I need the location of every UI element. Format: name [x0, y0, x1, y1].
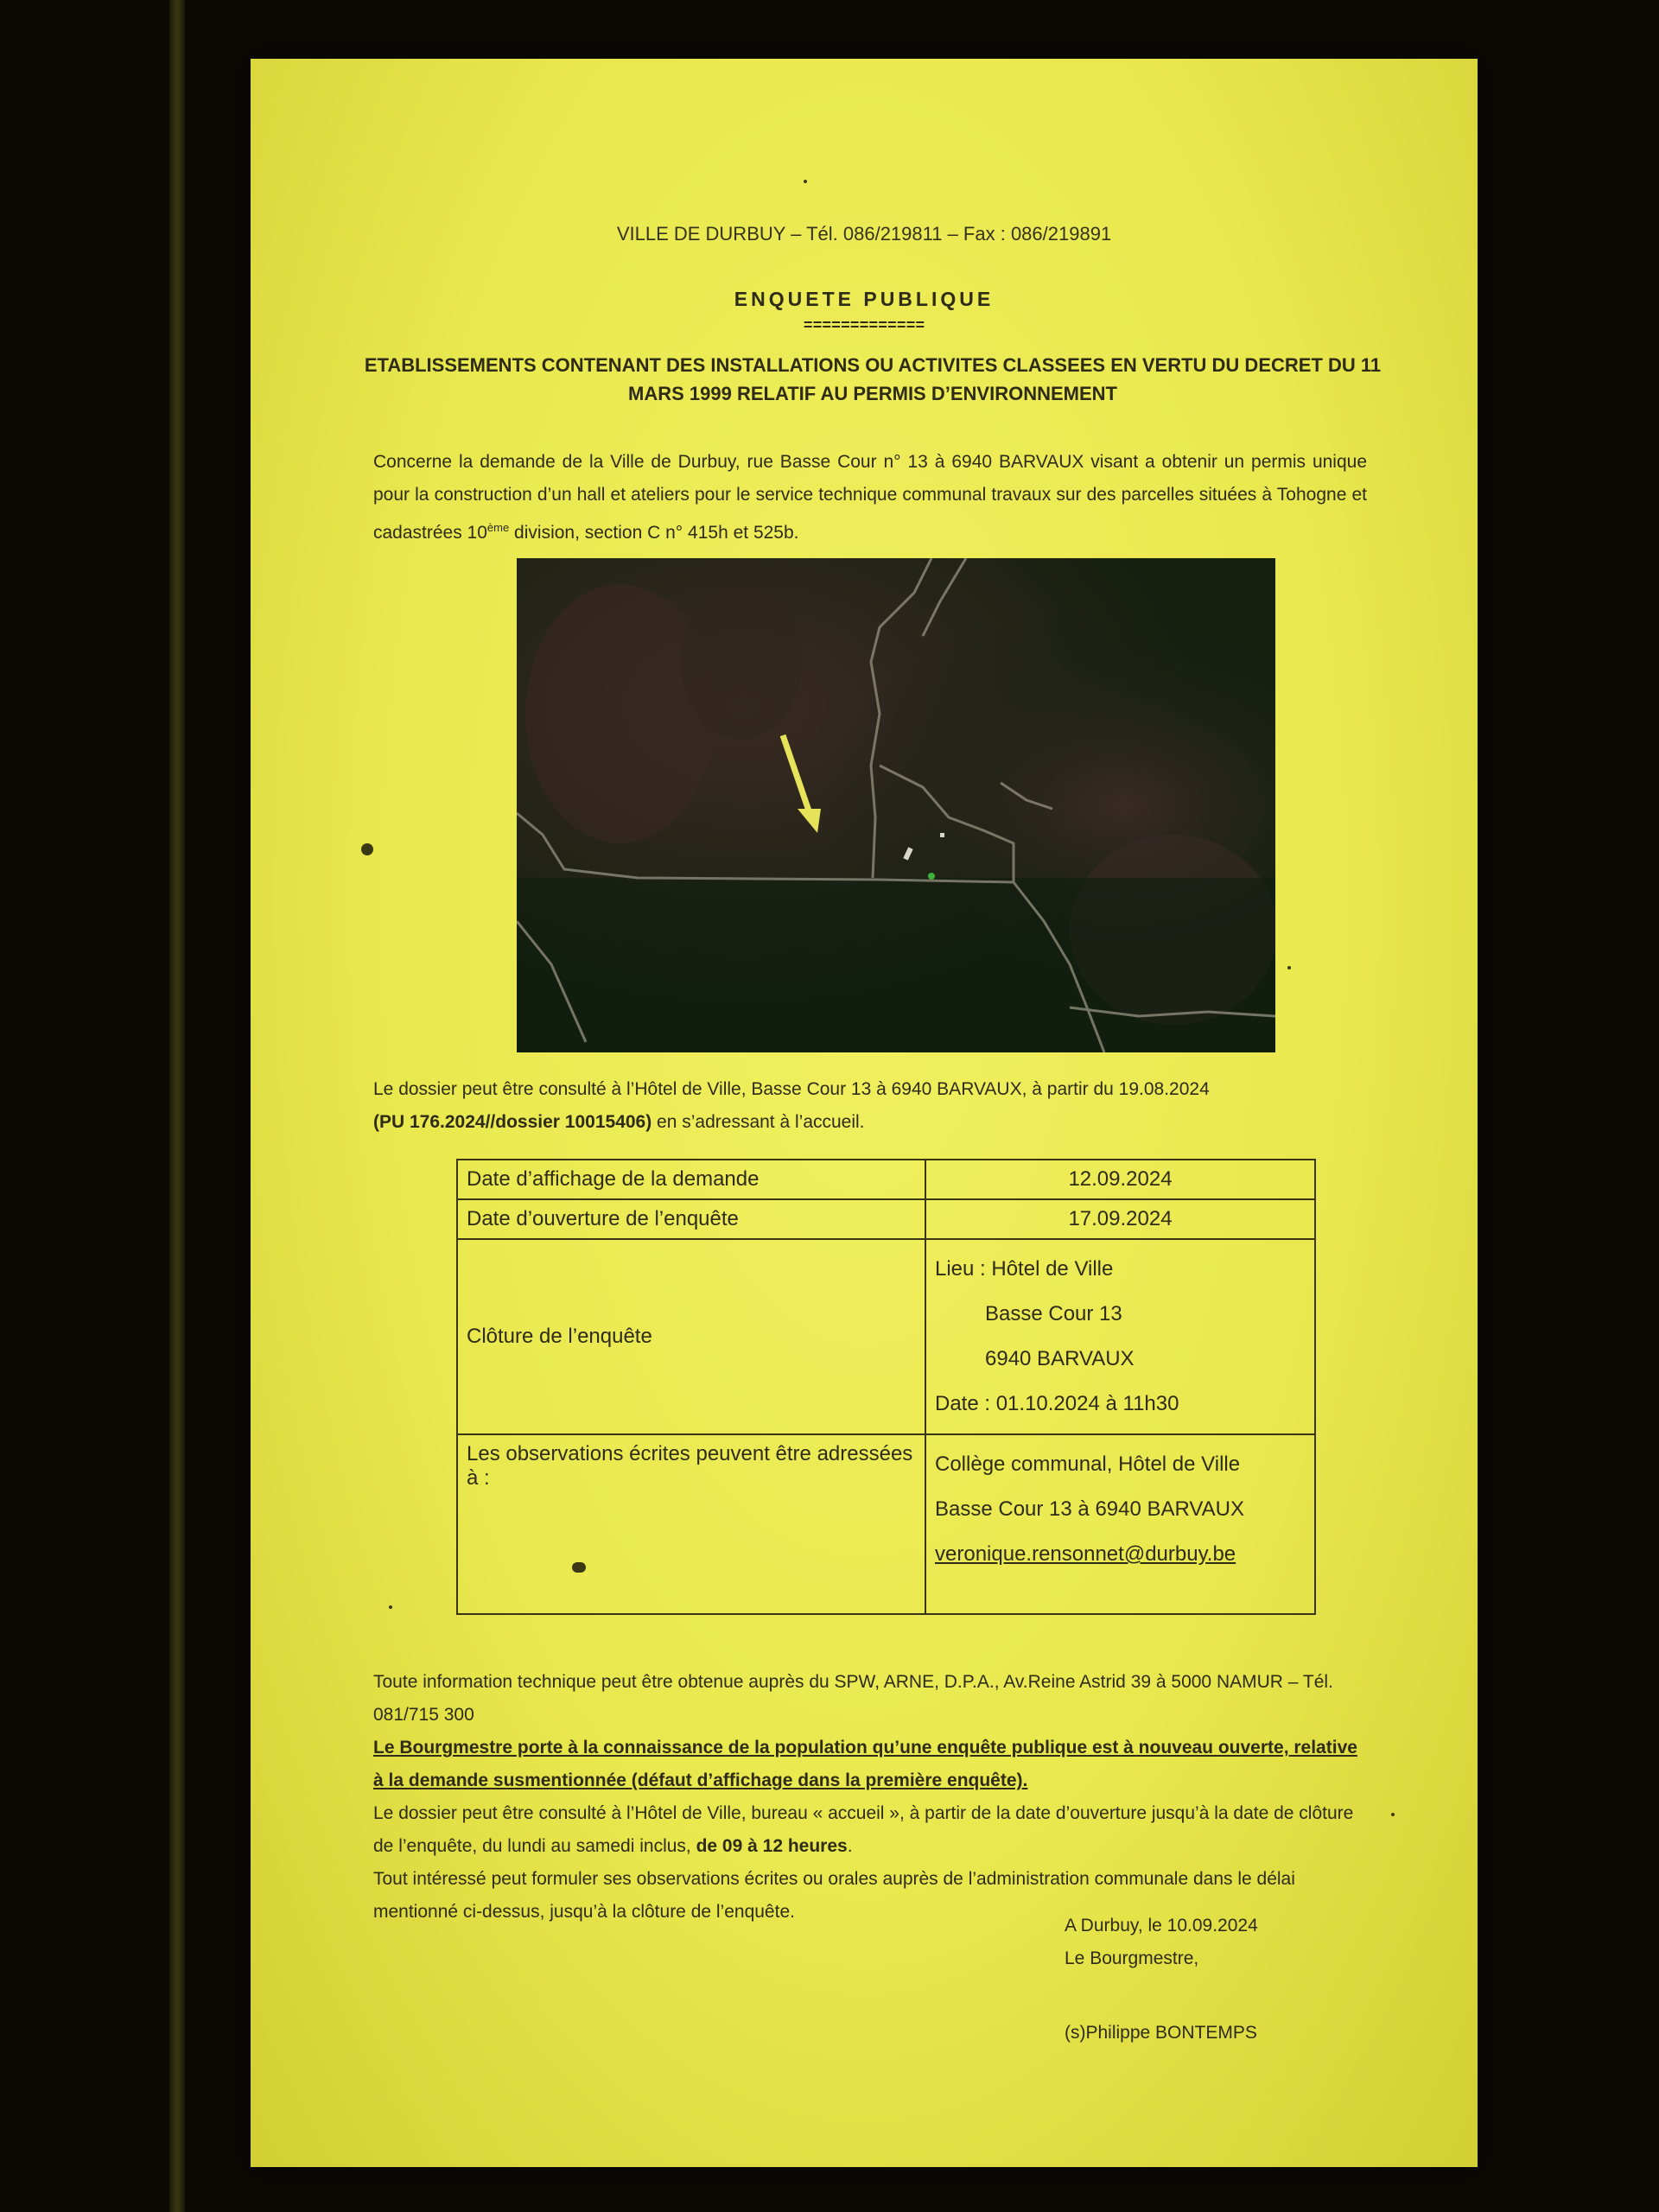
closing-information — [373, 1666, 1367, 1929]
table-row — [457, 1160, 1315, 1199]
superscript-ordinal: ème — [486, 521, 510, 534]
aerial-map-icon — [517, 558, 1275, 1052]
cloture-date: Date : 01.10.2024 à 11h30 — [935, 1392, 1179, 1415]
insect-speck — [572, 1562, 586, 1573]
dossier-reference: (PU 176.2024//dossier 10015406) — [373, 1112, 652, 1132]
dust-speck — [804, 180, 807, 183]
cloture-address-street: Basse Cour 13 — [985, 1302, 1122, 1325]
notice-poster — [251, 59, 1478, 2167]
consultation-hours: de 09 à 12 heures — [696, 1836, 848, 1856]
row-label-cloture: Clôture de l’enquête — [457, 1239, 925, 1434]
observations-text: Tout intéressé peut formuler ses observations écrites ou orales auprès de l’administration communale dans le délai mentionné ci-dessus, jusqu’à la clôture de l’enquête. — [373, 1869, 1295, 1922]
observations-address: Basse Cour 13 à 6940 BARVAUX — [935, 1497, 1244, 1521]
signature-role: Le Bourgmestre, — [1065, 1948, 1199, 1968]
technical-info-text: Toute information technique peut être obtenue auprès du SPW, ARNE, D.P.A., Av.Reine Astrid 39 à 5000 NAMUR – Tél. 081/715 300 — [373, 1672, 1333, 1725]
observations-email-link[interactable]: veronique.rensonnet@durbuy.be — [935, 1542, 1236, 1566]
aerial-map-image — [517, 558, 1275, 1052]
bourgmestre-announcement: Le Bourgmestre porte à la connaissance de la population qu’une enquête publique est à nouveau ouverte, relative à la demande susmentionnée (défaut d’affichage dans la première enquête). — [373, 1738, 1357, 1790]
table-row — [457, 1239, 1315, 1434]
signature-place-date: A Durbuy, le 10.09.2024 — [1065, 1916, 1258, 1936]
cloture-lieu: Lieu : Hôtel de Ville — [935, 1257, 1114, 1281]
row-label-ouverture: Date d’ouverture de l’enquête — [457, 1199, 925, 1239]
inquiry-dates-table — [456, 1159, 1316, 1615]
header-contact-line: VILLE DE DURBUY – Tél. 086/219811 – Fax : 086/219891 — [616, 223, 1112, 245]
row-value-observations — [925, 1434, 1315, 1614]
row-value-affichage: 12.09.2024 — [925, 1160, 1315, 1199]
table-row — [457, 1199, 1315, 1239]
row-value-ouverture: 17.09.2024 — [925, 1199, 1315, 1239]
observations-recipient: Collège communal, Hôtel de Ville — [935, 1452, 1241, 1476]
row-value-cloture — [925, 1239, 1315, 1434]
title-underline-rule: ============= — [803, 318, 925, 335]
signature-block — [1065, 1910, 1410, 1975]
row-label-affichage: Date d’affichage de la demande — [457, 1160, 925, 1199]
dust-speck — [1391, 1813, 1395, 1816]
dust-speck — [389, 1605, 392, 1609]
document-subtitle: ETABLISSEMENTS CONTENANT DES INSTALLATIONS OU ACTIVITES CLASSEES EN VERTU DU DECRET DU 11 MARS 1999 RELATIF AU PERMIS D’ENVIRONNEMENT — [364, 354, 1382, 404]
intro-paragraph: Concerne la demande de la Ville de Durbuy, rue Basse Cour n° 13 à 6940 BARVAUX visant a obtenir un permis unique pour la construction d’un hall et ateliers pour le service technique communal travaux sur des parcelles situées à Tohogne et cadastrées 10ème division, section C n° 415h et 525b. — [373, 452, 1367, 543]
consultation-text: Le dossier peut être consulté à l’Hôtel de Ville, bureau « accueil », à partir de la date d’ouverture jusqu’à la date de clôture de l’enquête, du lundi au samedi inclus, de 09 à 12 heures. — [373, 1803, 1354, 1856]
row-label-observations: Les observations écrites peuvent être adressées à : — [457, 1434, 925, 1614]
cloture-address-city: 6940 BARVAUX — [985, 1347, 1135, 1370]
table-row — [457, 1434, 1315, 1614]
display-frame-edge — [169, 0, 185, 2212]
insect-speck — [361, 843, 373, 855]
dossier-paragraph: Le dossier peut être consulté à l’Hôtel de Ville, Basse Cour 13 à 6940 BARVAUX, à partir du 19.08.2024 (PU 176.2024//dossier 10015406) en s’adressant à l’accueil. — [373, 1079, 1210, 1132]
signature-name: (s)Philippe BONTEMPS — [1065, 2023, 1257, 2043]
document-title: ENQUETE PUBLIQUE — [734, 288, 995, 310]
dust-speck — [1287, 966, 1291, 969]
